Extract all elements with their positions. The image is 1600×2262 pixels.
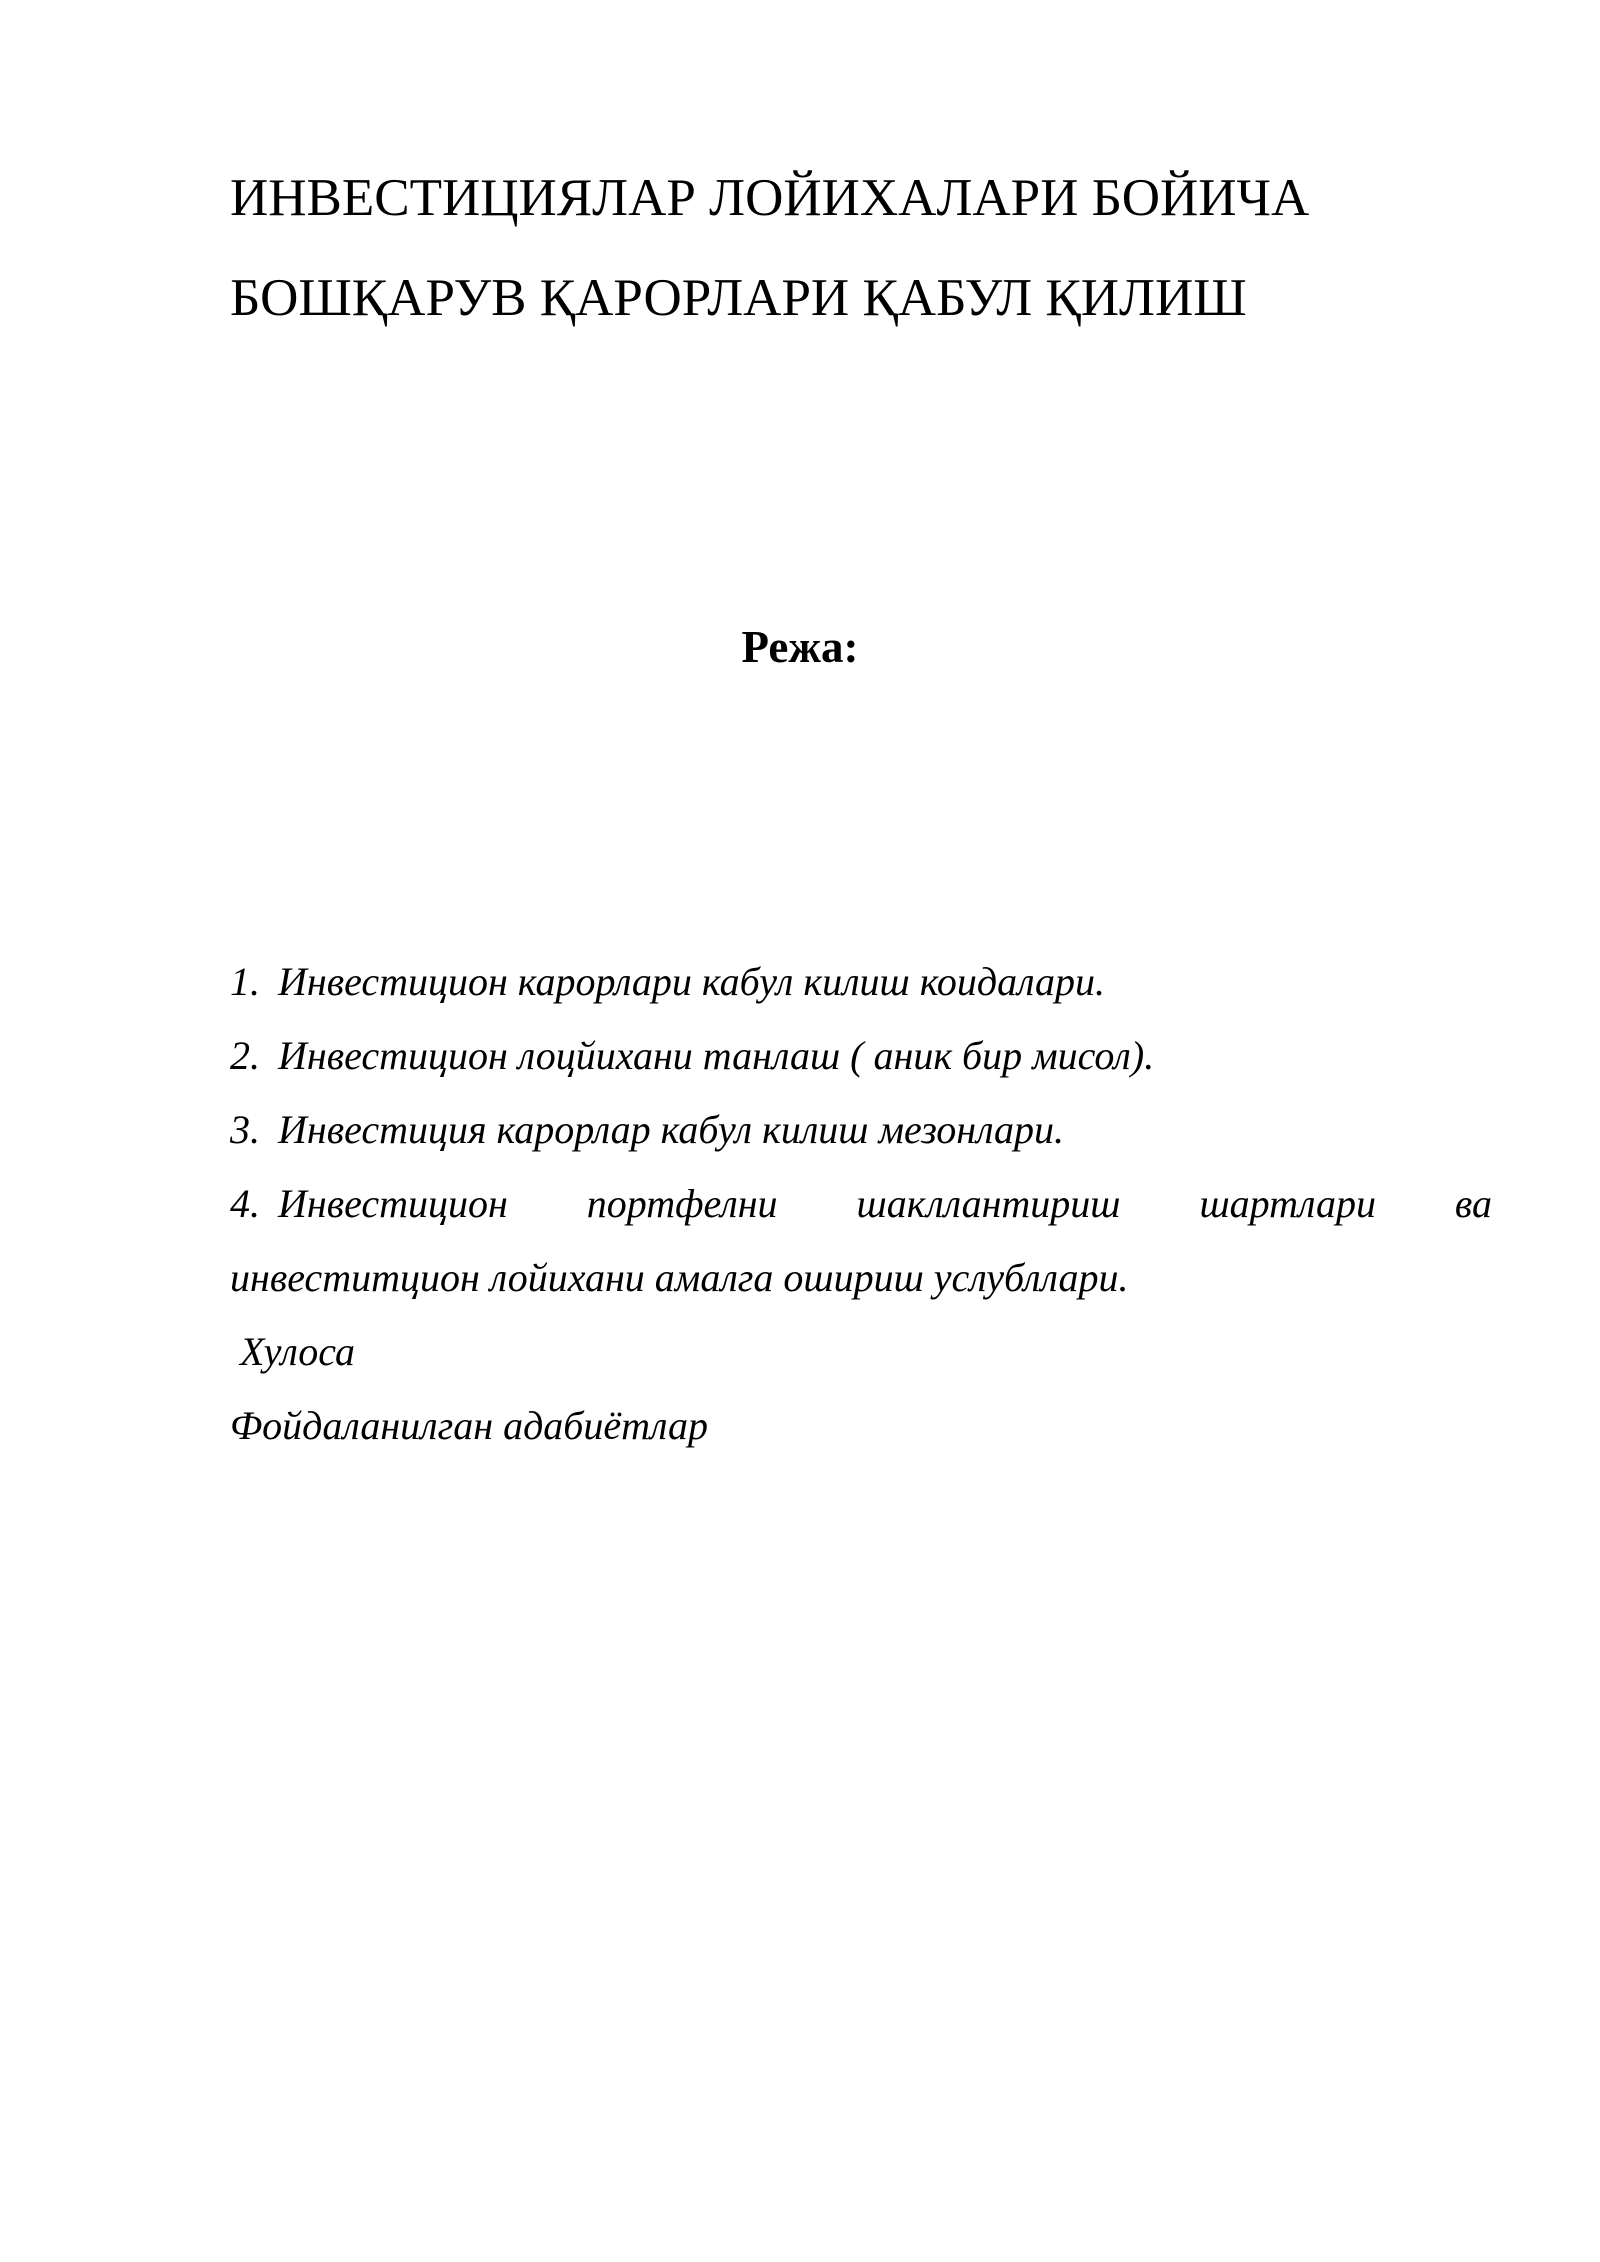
title-line-2: БОШҚАРУВ ҚАРОРЛАРИ ҚАБУЛ ҚИЛИШ [230, 269, 1247, 327]
plan-list [230, 945, 1492, 1463]
plan-item-number: 4. [230, 1181, 260, 1226]
plan-heading: Режа: [741, 622, 859, 672]
plan-item-number: 1. [230, 959, 260, 1004]
references-item: Фойдаланилган адабиётлар [230, 1403, 708, 1448]
plan-item-text: Инвестиция карорлар кабул килиш мезонлари. [278, 1107, 1065, 1152]
plan-item-word: шакллантириш [856, 1181, 1121, 1226]
plan-item-number: 3. [230, 1107, 260, 1152]
conclusion-item: Хулоса [230, 1329, 355, 1374]
title-line-1: ИНВЕСТИЦИЯЛАР ЛОЙИХАЛАРИ БОЙИЧА [230, 169, 1310, 227]
plan-item-1 [230, 945, 1492, 1019]
plan-item-text: Инвестицион лоцйихани танлаш ( аник бир мисол). [278, 1033, 1155, 1078]
plan-item-word: портфелни [586, 1181, 778, 1226]
plan-item-word: Инвестицион [278, 1181, 508, 1226]
plan-item-text: Инвестицион карорлари кабул килиш коидалари. [278, 959, 1106, 1004]
document-title [230, 148, 1490, 348]
plan-item-number: 2. [230, 1033, 260, 1078]
plan-item-word: ва [1454, 1181, 1492, 1226]
plan-item-4-lead [230, 1167, 508, 1241]
plan-item-3 [230, 1093, 1492, 1167]
plan-item-4 [230, 1167, 1492, 1315]
plan-item-4-first-line [230, 1167, 1492, 1241]
plan-item-continuation: инвеститцион лойихани амалга ошириш услубллари. [230, 1255, 1129, 1300]
plan-item-2 [230, 1019, 1492, 1093]
plan-item-word: шартлари [1199, 1181, 1376, 1226]
